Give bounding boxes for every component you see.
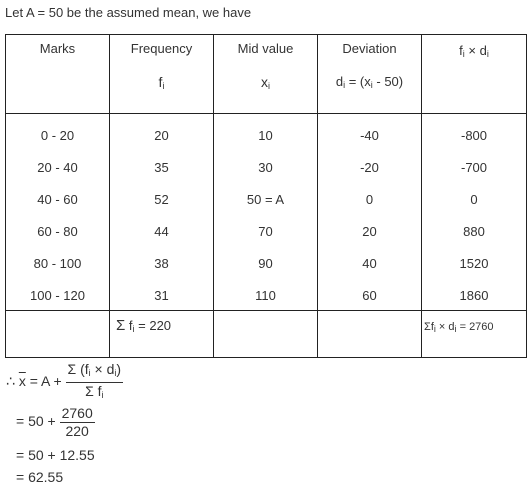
header-mid-value: Mid value $x_i$ (214, 35, 318, 114)
totals-empty-1 (6, 311, 110, 358)
substitution-fraction: $\frac{2760}{220}$ (61, 405, 93, 439)
cell-fd-3: 880 (463, 224, 485, 239)
cell-marks-5: 100 - 120 (30, 288, 85, 303)
frequency-column (110, 114, 214, 311)
cell-marks-2: 40 - 60 (37, 192, 78, 207)
cell-dev-3: 20 (362, 224, 377, 239)
cell-dev-0: -40 (360, 128, 379, 143)
cell-marks-3: 60 - 80 (37, 224, 78, 239)
cell-mid-2: 50 = A (246, 192, 285, 207)
cell-mid-1: 30 (258, 160, 273, 175)
cell-marks-0: 0 - 20 (40, 128, 75, 143)
cell-fd-0: -800 (460, 128, 488, 143)
cell-freq-2: 52 (154, 192, 169, 207)
cell-dev-4: 40 (362, 256, 377, 271)
formula-fraction: $\frac{\Sigma (f_i \times d_i)}{\Sigma f_i}$ (67, 361, 122, 400)
cell-marks-4: 80 - 100 (33, 256, 82, 271)
header-row (6, 35, 527, 114)
cell-dev-2: 0 (365, 192, 374, 207)
totals-empty-3 (214, 311, 318, 358)
marks-column (6, 114, 110, 311)
substitution-line: = 50 + $\frac{2760}{220}$ (16, 405, 93, 439)
cell-fd-2: 0 (470, 192, 478, 207)
cell-mid-5: 110 (255, 288, 276, 303)
cell-fd-5: 1860 (459, 288, 489, 303)
cell-mid-3: 70 (258, 224, 273, 239)
header-marks: Marks (6, 35, 110, 114)
mean-formula: ∴ $\overline{x} = A$ + $\frac{\Sigma (f_i \times d_i)}{\Sigma f_i}$ (6, 361, 123, 404)
cell-freq-0: 20 (154, 128, 169, 143)
step-line: = 50 + 12.55 (16, 447, 95, 463)
cell-fd-1: -700 (460, 160, 488, 175)
header-deviation: Deviation $d_i = (x_i - 50)$ (318, 35, 422, 114)
mid-value-column (214, 114, 318, 311)
data-rows (6, 114, 527, 311)
cell-freq-4: 38 (154, 256, 169, 271)
sum-fd-cell: $\Sigma f_i \times d_i = 2760$ (422, 311, 527, 358)
fd-column (422, 114, 527, 311)
cell-dev-1: -20 (360, 160, 379, 175)
cell-freq-3: 44 (154, 224, 169, 239)
x-bar: $\overline{x}$ (18, 373, 26, 390)
intro-text: Let A = 50 be the assumed mean, we have (5, 5, 252, 20)
cell-mid-0: 10 (258, 128, 273, 143)
result-line: = 62.55 (16, 469, 64, 485)
cell-dev-5: 60 (362, 288, 377, 303)
cell-freq-5: 31 (154, 288, 169, 303)
header-fd: $f_i \times d_i$ (422, 35, 527, 114)
cell-mid-4: 90 (258, 256, 273, 271)
cell-fd-4: 1520 (459, 256, 489, 271)
sum-f-cell: Σ $f_i = 220$ (110, 311, 214, 358)
totals-row (6, 311, 527, 358)
deviation-column (318, 114, 422, 311)
totals-empty-4 (318, 311, 422, 358)
header-frequency: Frequency $f_i$ (110, 35, 214, 114)
cell-marks-1: 20 - 40 (37, 160, 78, 175)
frequency-table (5, 34, 527, 358)
cell-freq-1: 35 (154, 160, 169, 175)
